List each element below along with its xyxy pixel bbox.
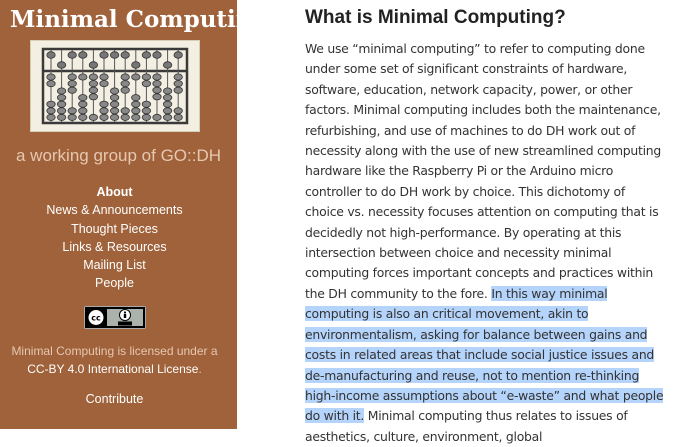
abacus-logo[interactable] <box>30 40 200 132</box>
nav-item-mailing-list[interactable] <box>0 256 229 274</box>
sidebar <box>0 0 269 429</box>
nav-link-people[interactable]: People <box>95 276 134 291</box>
license-link[interactable]: CC-BY 4.0 International License <box>27 362 199 376</box>
license-suffix: . <box>198 362 202 376</box>
nav-link-about[interactable]: About <box>96 185 133 199</box>
nav-item-about[interactable] <box>0 183 229 201</box>
nav-link-news[interactable]: News & Announcements <box>46 203 183 218</box>
selected-text: In this way minimal computing is also an critical movement, akin to environmentalism, asking for balance between gains and costs in related areas that include social justice issues and de-manufacturing and reuse, not to mention re-thinking high-income assumptions about “e-waste” and what people do with it. <box>305 285 664 424</box>
abacus-icon <box>31 41 199 131</box>
license-text <box>0 342 229 378</box>
tagline: a working group of GO::DH <box>15 146 222 165</box>
nav-item-thought-pieces[interactable] <box>0 220 229 238</box>
site-title[interactable]: Minimal Computing <box>10 6 269 33</box>
nav-link-thought-pieces[interactable]: Thought Pieces <box>71 221 158 236</box>
cc-by-badge[interactable] <box>84 306 146 329</box>
body-paragraph[interactable] <box>305 39 667 447</box>
paragraph-text-after: Minimal computing thus relates to issues of aesthetics, culture, environment, global <box>305 408 628 444</box>
nav-item-links[interactable] <box>0 238 229 256</box>
paragraph-text-before: We use “minimal computing” to refer to computing done under some set of significant constraints of hardware, software, education, network capacity, power, or other factors. Minimal computing includes both the maintenance, refurbishing, and use of machines to do DH work out of necessity along with the use of new streamlined computing hardware like the Raspberry Pi or the Arduino micro controller to do DH work by choice. This dichotomy of choice vs. necessity focuses attention on computing that is decidedly not high-performance. By operating at this intersection between choice and necessity minimal computing forces important concepts and practices within the DH community to the fore. <box>305 41 662 301</box>
nav-link-mailing-list[interactable]: Mailing List <box>83 258 146 273</box>
contribute-link[interactable]: Contribute <box>85 392 144 406</box>
license-prefix: Minimal Computing is licensed under a <box>11 344 218 358</box>
cc-by-icon <box>85 307 145 328</box>
nav-link-links[interactable]: Links & Resources <box>62 239 167 254</box>
page-title: What is Minimal Computing? <box>305 7 566 28</box>
nav-item-news[interactable] <box>0 201 229 219</box>
sidebar-nav <box>0 183 229 293</box>
svg-text:cc: cc <box>91 313 101 323</box>
nav-item-people[interactable] <box>0 274 229 292</box>
